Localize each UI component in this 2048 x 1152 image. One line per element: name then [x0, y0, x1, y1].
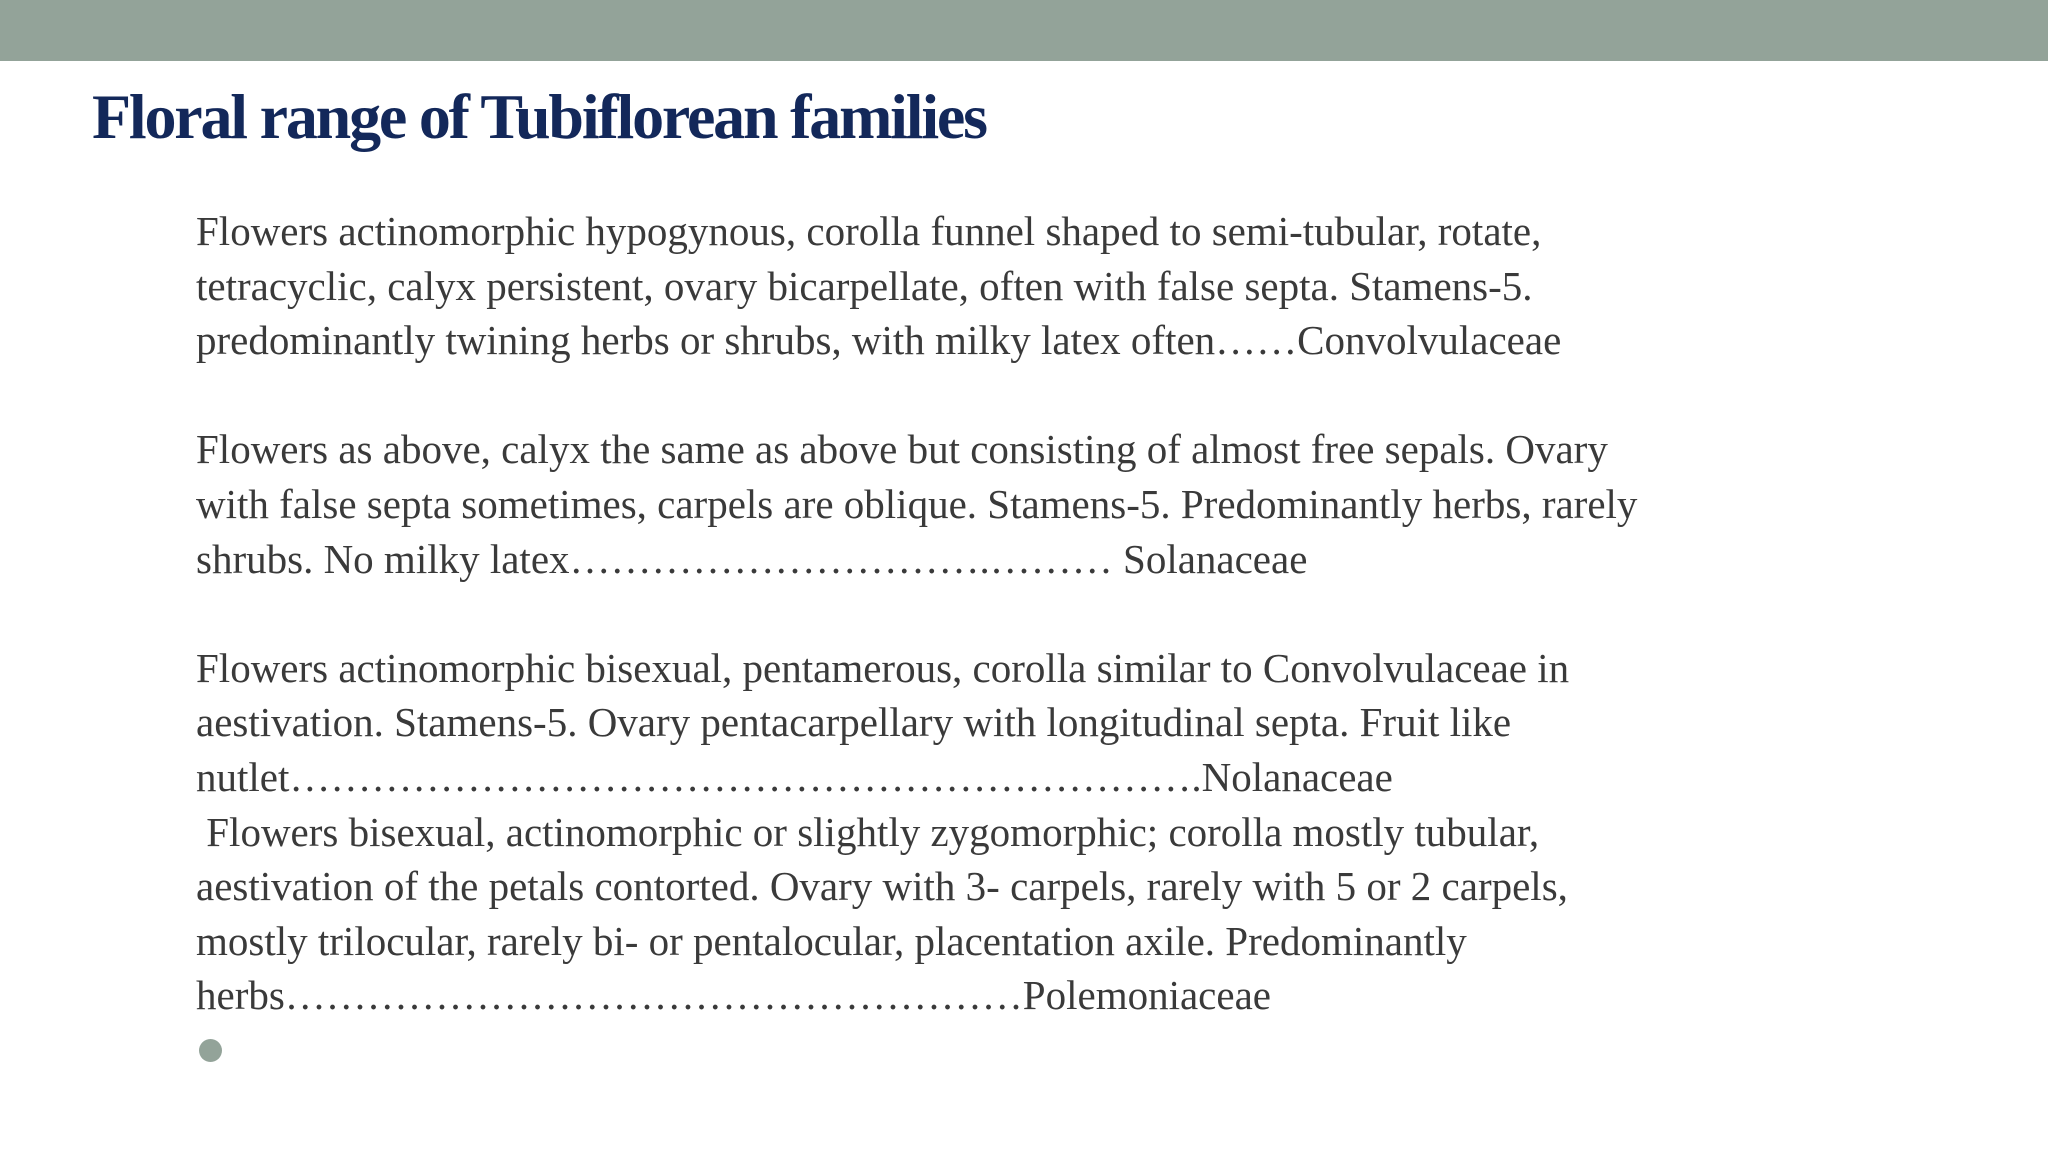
- top-bar: [0, 0, 2048, 61]
- paragraph-line: Flowers actinomorphic bisexual, pentamerous, corolla similar to Convolvulaceae in: [196, 644, 1570, 691]
- paragraph-line: shrubs. No milky latex………………………….……… Solanaceae: [196, 535, 1308, 582]
- paragraph-line: nutlet………………………………………………………….Nolanaceae: [196, 753, 1393, 800]
- paragraph-line: tetracyclic, calyx persistent, ovary bicarpellate, often with false septa. Stamens-5.: [196, 262, 1533, 309]
- paragraph-line: herbs………………………………………………Polemoniaceae: [196, 972, 1271, 1019]
- paragraph-nolanaceae: [196, 641, 1896, 805]
- paragraph-line: Flowers bisexual, actinomorphic or slightly zygomorphic; corolla mostly tubular,: [196, 808, 1540, 855]
- paragraph-spacer: [196, 586, 1896, 641]
- empty-bullet-icon: [199, 1039, 222, 1062]
- paragraph-spacer: [196, 368, 1896, 423]
- paragraph-line: predominantly twining herbs or shrubs, with milky latex often……Convolvulaceae: [196, 317, 1562, 364]
- paragraph-convolvulaceae: [196, 204, 1896, 368]
- paragraph-line: with false septa sometimes, carpels are oblique. Stamens-5. Predominantly herbs, rarely: [196, 480, 1638, 527]
- paragraph-line: aestivation of the petals contorted. Ovary with 3- carpels, rarely with 5 or 2 carpels,: [196, 863, 1568, 910]
- slide-title: Floral range of Tubiflorean families: [92, 81, 986, 152]
- paragraph-line: mostly trilocular, rarely bi- or pentalocular, placentation axile. Predominantly: [196, 917, 1467, 964]
- paragraph-solanaceae: [196, 422, 1896, 586]
- paragraph-line: Flowers as above, calyx the same as above but consisting of almost free sepals. Ovary: [196, 426, 1608, 473]
- paragraph-line: Flowers actinomorphic hypogynous, corolla funnel shaped to semi-tubular, rotate,: [196, 208, 1542, 254]
- paragraph-polemoniaceae: [196, 805, 1896, 1023]
- paragraph-line: aestivation. Stamens-5. Ovary pentacarpellary with longitudinal septa. Fruit like: [196, 699, 1512, 746]
- slide-body: [196, 204, 1896, 1023]
